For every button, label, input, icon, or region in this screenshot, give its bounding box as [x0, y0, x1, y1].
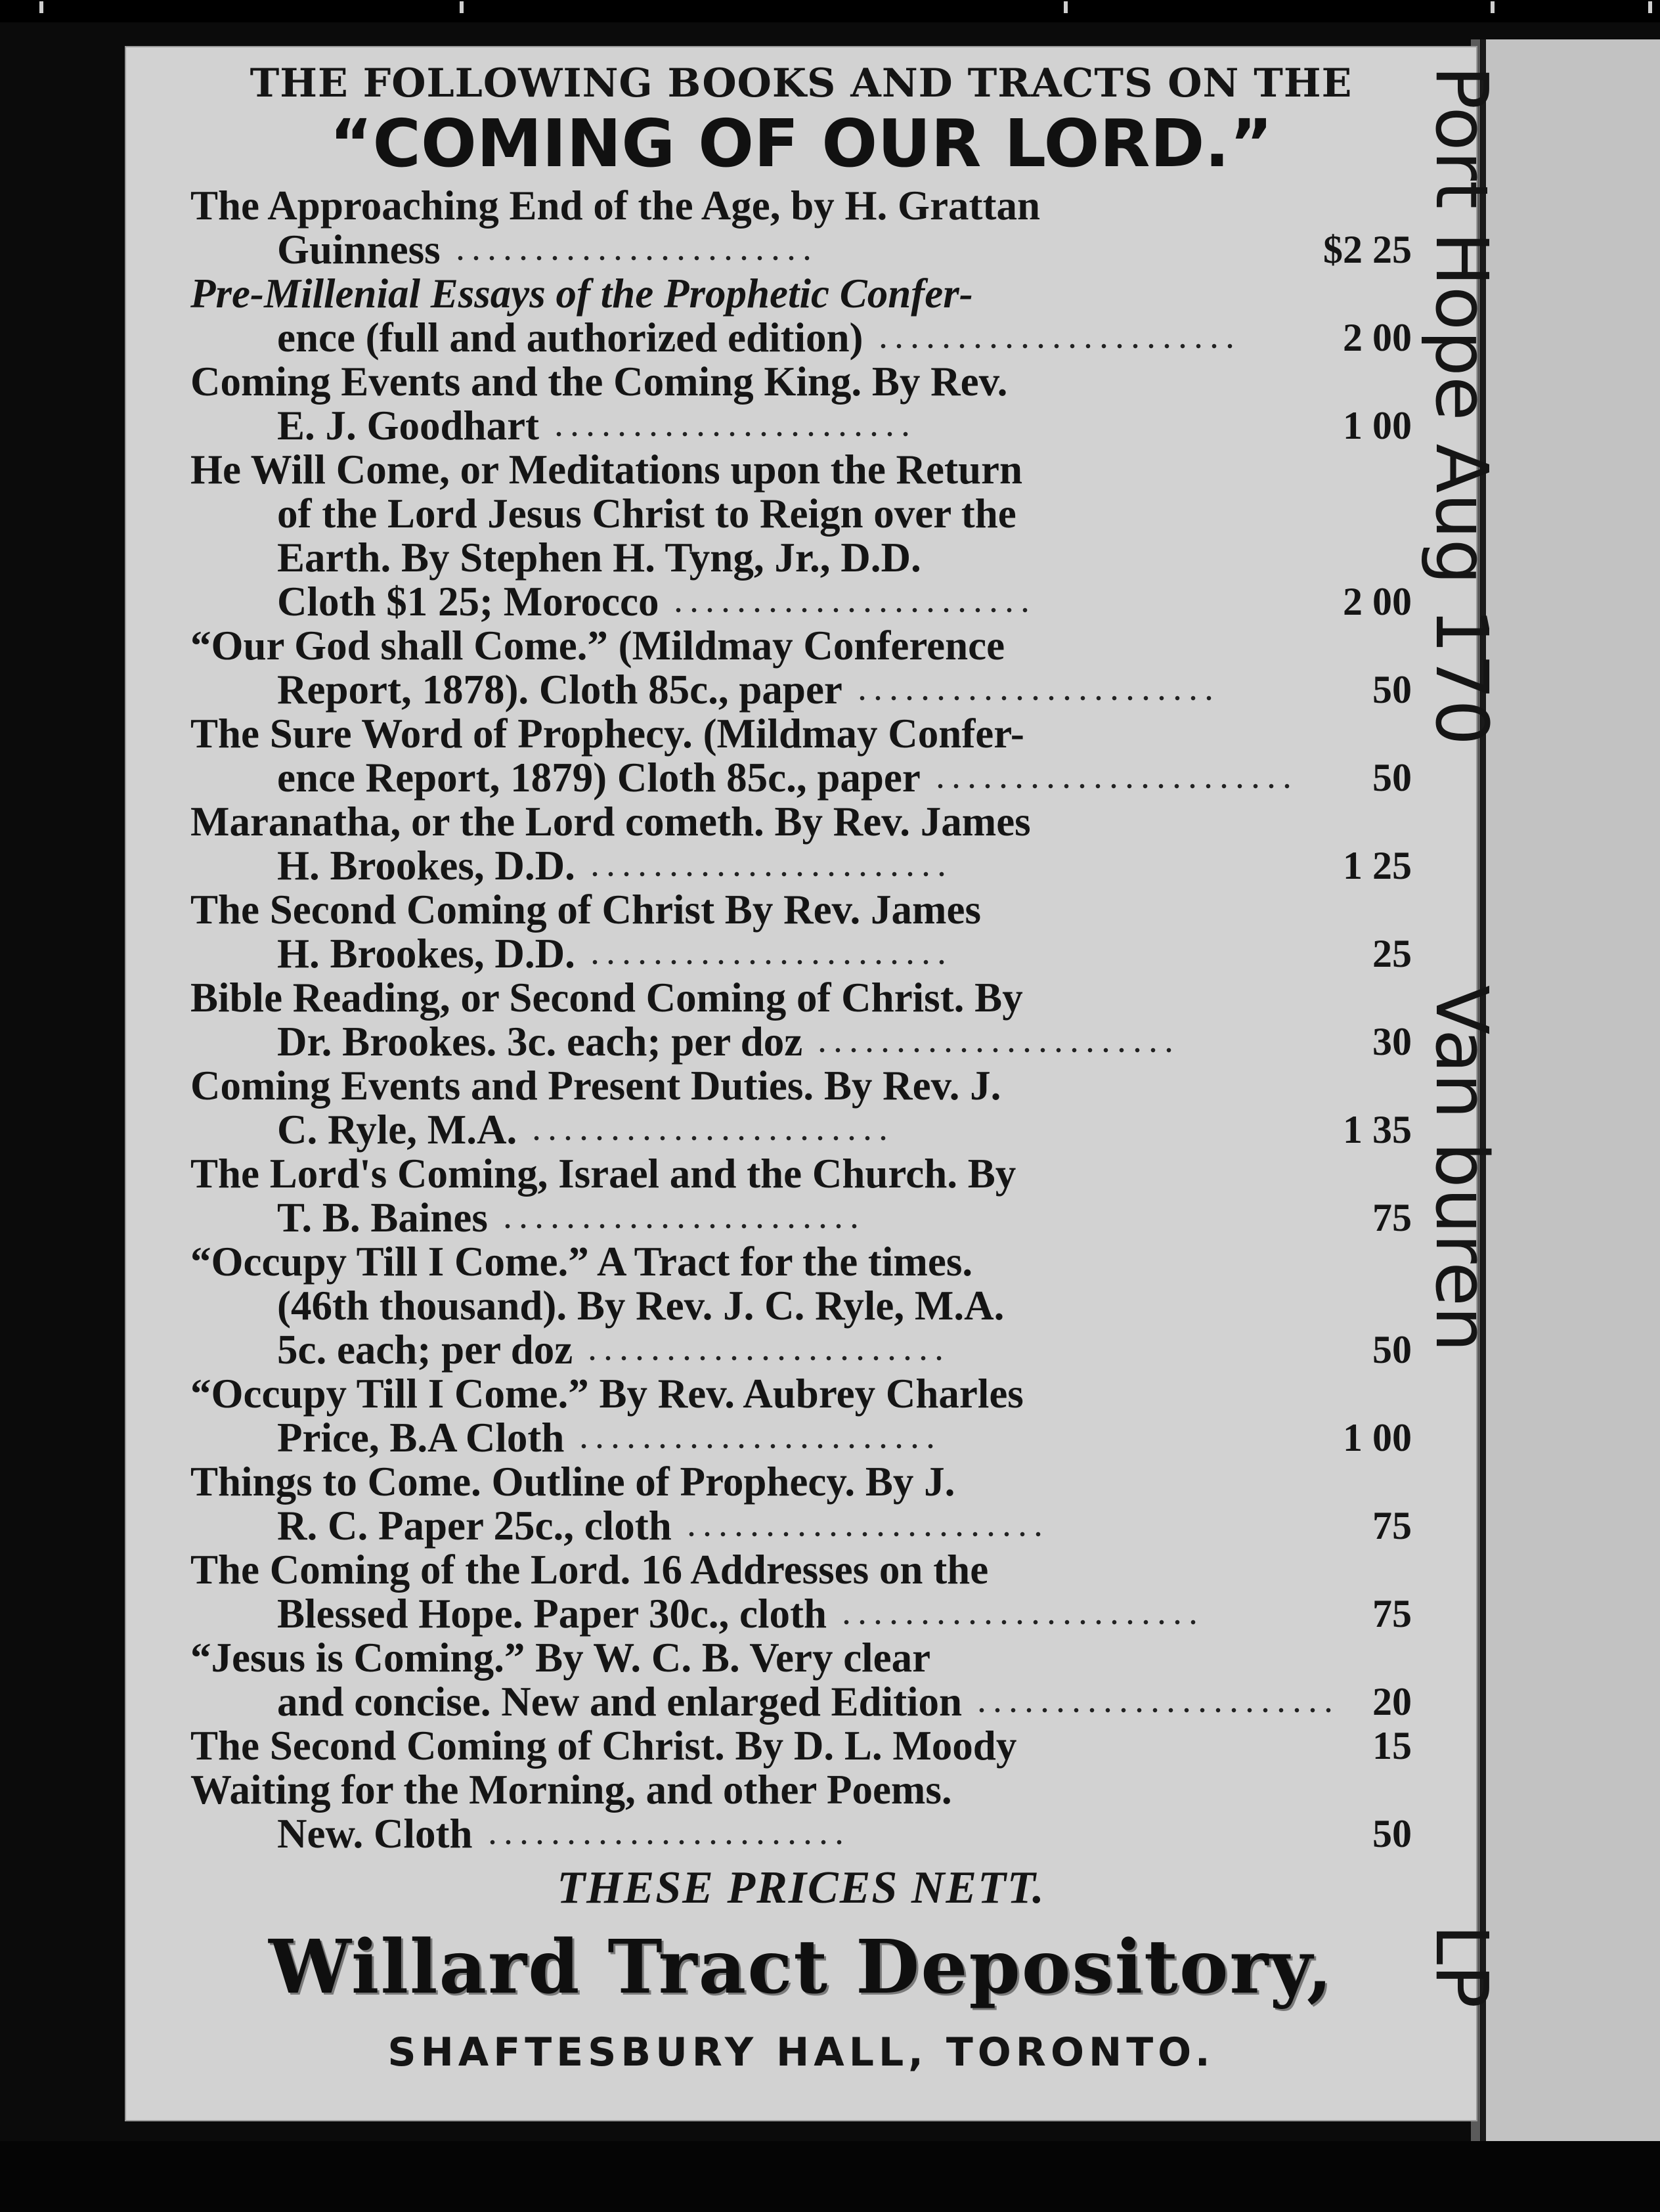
book-entry-line: [190, 184, 1464, 228]
book-entry-line: [190, 1064, 1464, 1108]
book-entry-text: ence (full and authorized edition): [277, 315, 863, 361]
book-entry-line: [190, 1240, 1464, 1284]
book-entry-text: The Lord's Coming, Israel and the Church. By: [190, 1151, 1016, 1197]
book-entry: [190, 272, 1464, 360]
book-entry-line: [190, 1812, 1464, 1856]
book-entry-line: [190, 1636, 1464, 1680]
dot-leader: [839, 1617, 1206, 1627]
book-entry-text: Earth. By Stephen H. Tyng, Jr., D.D.: [277, 535, 921, 581]
book-entry-line: [190, 1372, 1464, 1416]
book-entry-line: [190, 580, 1464, 624]
book-price: 1 25: [1343, 844, 1412, 887]
book-entry-line: [190, 1108, 1464, 1152]
book-price: 50: [1372, 756, 1412, 799]
book-entry-text: The Second Coming of Christ By Rev. James: [190, 887, 982, 933]
book-entry-line: [190, 712, 1464, 756]
book-entry-line: [190, 1592, 1464, 1636]
book-entry: [190, 624, 1464, 712]
book-entry: [190, 800, 1464, 888]
dot-leader: [587, 869, 955, 879]
book-entry-line: [190, 844, 1464, 888]
book-entry-text: Price, B.A Cloth: [277, 1415, 565, 1461]
book-entry-text: and concise. New and enlarged Edition: [277, 1679, 963, 1725]
book-entry-text: (46th thousand). By Rev. J. C. Ryle, M.A.: [277, 1283, 1005, 1329]
book-price: 75: [1372, 1196, 1412, 1239]
book-price: $2 25: [1323, 228, 1412, 271]
book-entry-line: [190, 1680, 1464, 1724]
book-entry-line: [190, 1460, 1464, 1504]
book-entry-line: [190, 1768, 1464, 1812]
book-entry-line: [190, 1152, 1464, 1196]
book-entry: [190, 1240, 1464, 1372]
book-entry: [190, 360, 1464, 448]
book-price: 1 35: [1343, 1108, 1412, 1151]
book-entry: [190, 712, 1464, 800]
book-entry-line: [190, 492, 1464, 536]
dot-leader: [485, 1837, 852, 1847]
book-entry: [190, 1636, 1464, 1724]
dot-leader: [814, 1045, 1182, 1055]
dot-leader: [500, 1221, 867, 1231]
handwritten-note-van-buren: Van buren: [1420, 985, 1504, 1352]
book-entry-text: ence Report, 1879) Cloth 85c., paper: [277, 755, 921, 801]
handwritten-note-lp: LP: [1420, 1924, 1504, 2008]
book-entry-line: [190, 624, 1464, 668]
book-price: 25: [1372, 932, 1412, 975]
book-price: 1 00: [1343, 404, 1412, 447]
dot-leader: [932, 781, 1300, 791]
book-entry: [190, 184, 1464, 272]
book-entry-text: The Sure Word of Prophecy. (Mildmay Confer-: [190, 711, 1024, 757]
book-entry-text: Report, 1878). Cloth 85c., paper: [277, 667, 842, 713]
book-price: 2 00: [1343, 580, 1412, 623]
book-price: 20: [1372, 1680, 1412, 1723]
publisher-address: SHAFTESBURY HALL, TORONTO.: [387, 2029, 1215, 2075]
dot-leader: [452, 253, 820, 263]
book-entry-text: The Second Coming of Christ. By D. L. Moody: [190, 1723, 1017, 1769]
scan-tick-mark: [1491, 1, 1495, 13]
publisher-name: Willard Tract Depository,: [269, 1924, 1334, 2010]
book-entry-text: “Our God shall Come.” (Mildmay Conference: [190, 623, 1005, 669]
book-price: 50: [1372, 1812, 1412, 1855]
header-title: “COMING OF OUR LORD.”: [329, 105, 1273, 182]
book-entry-text: Bible Reading, or Second Coming of Christ. By: [190, 975, 1023, 1021]
book-entry-line: [190, 448, 1464, 492]
book-entry-line: [190, 976, 1464, 1020]
dot-leader: [576, 1441, 944, 1451]
book-entry-line: [190, 360, 1464, 404]
book-entry-line: [190, 1416, 1464, 1460]
dot-leader: [670, 605, 1038, 615]
book-entry-text: H. Brookes, D.D.: [277, 931, 575, 977]
book-entry-line: [190, 228, 1464, 272]
book-price: 50: [1372, 1328, 1412, 1371]
book-entry-line: [190, 1548, 1464, 1592]
book-price: 75: [1372, 1504, 1412, 1547]
book-entry-line: [190, 1328, 1464, 1372]
book-entry: [190, 888, 1464, 976]
book-entry-line: [190, 404, 1464, 448]
header-line-1: THE FOLLOWING BOOKS AND TRACTS ON THE: [250, 60, 1353, 106]
book-entry: [190, 1372, 1464, 1460]
advertisement-page: [125, 46, 1477, 2121]
book-entry: [190, 448, 1464, 624]
book-entry-text: R. C. Paper 25c., cloth: [277, 1503, 672, 1549]
book-entry-line: [190, 1504, 1464, 1548]
book-entry-text: “Occupy Till I Come.” By Rev. Aubrey Charles: [190, 1371, 1024, 1417]
book-entry-text: 5c. each; per doz: [277, 1327, 573, 1373]
dot-leader: [974, 1705, 1342, 1715]
book-price: 75: [1372, 1592, 1412, 1635]
scan-tick-mark: [39, 1, 43, 13]
book-entry-line: [190, 888, 1464, 932]
book-entry-text: C. Ryle, M.A.: [277, 1107, 517, 1153]
book-entry: [190, 1724, 1464, 1768]
book-entry-text: Cloth $1 25; Morocco: [277, 579, 659, 625]
book-entry-text: Blessed Hope. Paper 30c., cloth: [277, 1591, 827, 1637]
book-entry-line: [190, 536, 1464, 580]
book-entry-text: New. Cloth: [277, 1811, 473, 1857]
book-price: 15: [1372, 1724, 1412, 1767]
book-price: 50: [1372, 668, 1412, 711]
book-entry-line: [190, 1196, 1464, 1240]
book-entry-line: [190, 1724, 1464, 1768]
dot-leader: [584, 1353, 952, 1363]
book-entry-text: Dr. Brookes. 3c. each; per doz: [277, 1019, 803, 1065]
scan-tick-mark: [460, 1, 464, 13]
scan-tick-mark: [1648, 1, 1652, 13]
book-entry: [190, 1460, 1464, 1548]
book-entry-line: [190, 800, 1464, 844]
book-entry-text: Pre-Millenial Essays of the Prophetic Confer-: [190, 271, 973, 317]
book-entry-text: H. Brookes, D.D.: [277, 843, 575, 889]
book-entry-text: Guinness: [277, 227, 441, 273]
book-entry-text: T. B. Baines: [277, 1195, 488, 1241]
scan-top-border: [0, 0, 1660, 22]
book-list: [190, 184, 1464, 1856]
book-entry: [190, 976, 1464, 1064]
adjacent-page-strip: [1481, 39, 1660, 2141]
book-price: 1 00: [1343, 1416, 1412, 1459]
book-entry-line: [190, 1284, 1464, 1328]
book-entry-text: Coming Events and Present Duties. By Rev. J.: [190, 1063, 1001, 1109]
scan-bottom-border: [0, 2141, 1660, 2212]
dot-leader: [854, 693, 1222, 703]
book-entry-line: [190, 1020, 1464, 1064]
dot-leader: [875, 341, 1243, 351]
book-entry-text: “Jesus is Coming.” By W. C. B. Very clear: [190, 1635, 931, 1681]
book-entry: [190, 1548, 1464, 1636]
book-entry-text: Maranatha, or the Lord cometh. By Rev. James: [190, 799, 1031, 845]
book-entry-line: [190, 272, 1464, 316]
book-entry-text: of the Lord Jesus Christ to Reign over the: [277, 491, 1016, 537]
book-entry-text: Things to Come. Outline of Prophecy. By J.: [190, 1459, 955, 1505]
book-entry-line: [190, 932, 1464, 976]
book-price: 30: [1372, 1020, 1412, 1063]
book-entry-text: The Approaching End of the Age, by H. Grattan: [190, 183, 1041, 229]
book-entry: [190, 1768, 1464, 1856]
book-entry-line: [190, 668, 1464, 712]
book-entry-text: E. J. Goodhart: [277, 403, 540, 449]
dot-leader: [587, 957, 955, 967]
book-price: 2 00: [1343, 316, 1412, 359]
book-entry: [190, 1152, 1464, 1240]
book-entry-line: [190, 756, 1464, 800]
prices-nett-note: THESE PRICES NETT.: [557, 1863, 1045, 1913]
scan-tick-mark: [1064, 1, 1068, 13]
book-entry-text: Waiting for the Morning, and other Poems.: [190, 1767, 952, 1813]
book-entry-line: [190, 316, 1464, 360]
book-entry-text: Coming Events and the Coming King. By Rev.: [190, 359, 1008, 405]
book-entry: [190, 1064, 1464, 1152]
book-entry-text: The Coming of the Lord. 16 Addresses on the: [190, 1547, 989, 1593]
handwritten-note-port-hope: Port Hope Aug 170: [1420, 66, 1504, 746]
book-entry-text: He Will Come, or Meditations upon the Return: [190, 447, 1023, 493]
dot-leader: [551, 429, 919, 439]
dot-leader: [529, 1133, 896, 1143]
book-entry-text: “Occupy Till I Come.” A Tract for the times.: [190, 1239, 973, 1285]
dot-leader: [684, 1529, 1051, 1539]
